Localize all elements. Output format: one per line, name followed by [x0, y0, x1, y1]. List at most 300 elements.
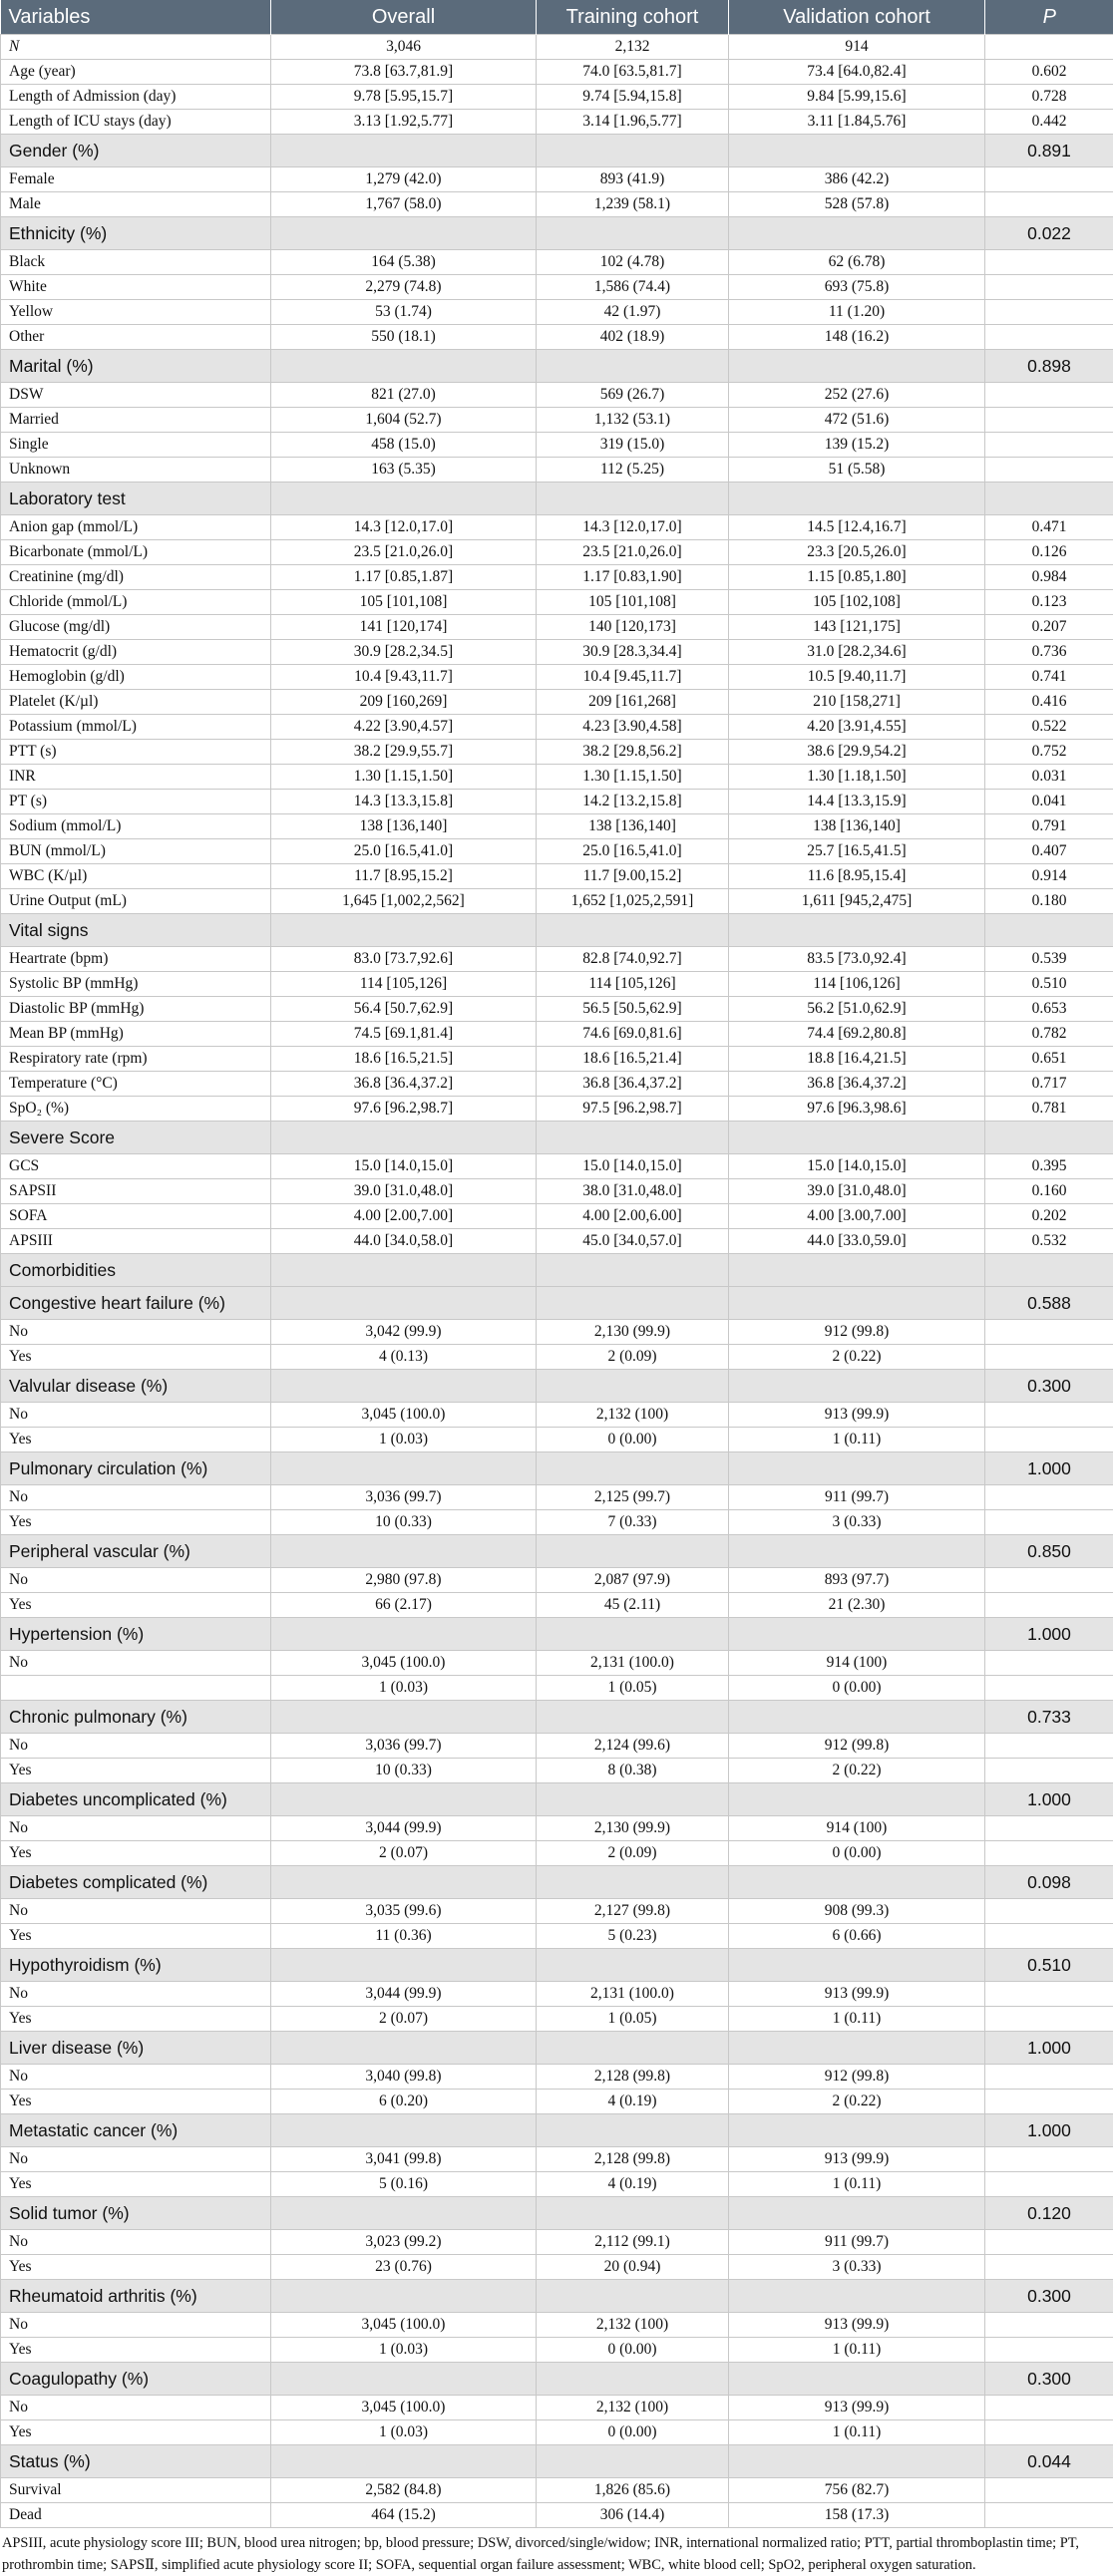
- table-row: [1, 1510, 1113, 1535]
- training-value: 1 (0.05): [537, 2007, 729, 2032]
- section-overall-cell: [271, 2114, 537, 2147]
- validation-value: 386 (42.2): [729, 167, 985, 192]
- training-value: 0 (0.00): [537, 2338, 729, 2363]
- p-value: 0.126: [985, 540, 1113, 565]
- p-value: [985, 1593, 1113, 1618]
- section-label: Marital (%): [1, 350, 271, 383]
- section-header-row: [1, 1783, 1113, 1816]
- section-header-row: [1, 2280, 1113, 2313]
- table-row: [1, 715, 1113, 740]
- overall-value: 14.3 [12.0,17.0]: [271, 515, 537, 540]
- p-value: [985, 433, 1113, 458]
- section-header-row: [1, 1949, 1113, 1982]
- p-value: [985, 35, 1113, 60]
- section-validation-cell: [729, 1122, 985, 1154]
- section-header-row: [1, 2445, 1113, 2478]
- section-training-cell: [537, 1122, 729, 1154]
- row-label: Chloride (mmol/L): [1, 590, 271, 615]
- validation-value: 4.00 [3.00,7.00]: [729, 1204, 985, 1229]
- table-row: [1, 690, 1113, 715]
- section-validation-cell: [729, 2197, 985, 2230]
- row-label: Yes: [1, 2172, 271, 2197]
- overall-value: 3,036 (99.7): [271, 1734, 537, 1759]
- table-row: [1, 1734, 1113, 1759]
- training-value: 45 (2.11): [537, 1593, 729, 1618]
- validation-value: 74.4 [69.2,80.8]: [729, 1022, 985, 1047]
- overall-value: 821 (27.0): [271, 383, 537, 408]
- row-label: Survival: [1, 2478, 271, 2503]
- section-overall-cell: [271, 2197, 537, 2230]
- section-overall-cell: [271, 1287, 537, 1320]
- section-label: Hypertension (%): [1, 1618, 271, 1651]
- table-row: [1, 1593, 1113, 1618]
- overall-value: 3,041 (99.8): [271, 2147, 537, 2172]
- training-value: 23.5 [21.0,26.0]: [537, 540, 729, 565]
- validation-value: 138 [136,140]: [729, 814, 985, 839]
- training-value: 2,132: [537, 35, 729, 60]
- p-value: [985, 2147, 1113, 2172]
- training-value: 56.5 [50.5,62.9]: [537, 997, 729, 1022]
- p-value: 0.781: [985, 1097, 1113, 1122]
- table-row: [1, 275, 1113, 300]
- validation-value: 1.15 [0.85,1.80]: [729, 565, 985, 590]
- validation-value: 913 (99.9): [729, 1982, 985, 2007]
- header-row: [1, 0, 1113, 35]
- row-label: Married: [1, 408, 271, 433]
- section-header-row: [1, 1370, 1113, 1403]
- training-value: 14.3 [12.0,17.0]: [537, 515, 729, 540]
- table-row: [1, 1345, 1113, 1370]
- p-value: [985, 300, 1113, 325]
- validation-value: 914 (100): [729, 1651, 985, 1676]
- overall-value: 2,980 (97.8): [271, 1568, 537, 1593]
- section-p-value: 0.891: [985, 135, 1113, 167]
- overall-value: 3,045 (100.0): [271, 1403, 537, 1428]
- table-row: [1, 408, 1113, 433]
- training-value: 36.8 [36.4,37.2]: [537, 1072, 729, 1097]
- p-value: [985, 1568, 1113, 1593]
- row-label: Potassium (mmol/L): [1, 715, 271, 740]
- p-value: [985, 2172, 1113, 2197]
- table-row: [1, 1982, 1113, 2007]
- overall-value: 10 (0.33): [271, 1510, 537, 1535]
- header-p-value: P: [985, 0, 1113, 35]
- training-value: 114 [105,126]: [537, 972, 729, 997]
- section-p-value: 1.000: [985, 1783, 1113, 1816]
- section-p-value: [985, 483, 1113, 515]
- section-header-row: [1, 1701, 1113, 1734]
- row-label: Yes: [1, 2338, 271, 2363]
- row-label: Glucose (mg/dl): [1, 615, 271, 640]
- table-row: [1, 565, 1113, 590]
- training-value: 112 (5.25): [537, 458, 729, 483]
- row-label: WBC (K/µl): [1, 864, 271, 889]
- p-value: 0.180: [985, 889, 1113, 914]
- p-value: 0.752: [985, 740, 1113, 765]
- validation-value: 23.3 [20.5,26.0]: [729, 540, 985, 565]
- section-header-row: [1, 1452, 1113, 1485]
- p-value: 0.202: [985, 1204, 1113, 1229]
- p-value: [985, 383, 1113, 408]
- validation-value: 73.4 [64.0,82.4]: [729, 60, 985, 85]
- validation-value: 36.8 [36.4,37.2]: [729, 1072, 985, 1097]
- overall-value: 4.00 [2.00,7.00]: [271, 1204, 537, 1229]
- training-value: 11.7 [9.00,15.2]: [537, 864, 729, 889]
- overall-value: 2,582 (84.8): [271, 2478, 537, 2503]
- table-row: [1, 1047, 1113, 1072]
- section-training-cell: [537, 1783, 729, 1816]
- section-validation-cell: [729, 1535, 985, 1568]
- overall-value: 1,604 (52.7): [271, 408, 537, 433]
- validation-value: 1 (0.11): [729, 2172, 985, 2197]
- training-value: 30.9 [28.3,34.4]: [537, 640, 729, 665]
- row-label: Mean BP (mmHg): [1, 1022, 271, 1047]
- row-label: Yes: [1, 1759, 271, 1783]
- overall-value: 3,023 (99.2): [271, 2230, 537, 2255]
- section-overall-cell: [271, 1370, 537, 1403]
- training-value: 1,239 (58.1): [537, 192, 729, 217]
- section-training-cell: [537, 1701, 729, 1734]
- validation-value: 10.5 [9.40,11.7]: [729, 665, 985, 690]
- table-row: [1, 1759, 1113, 1783]
- p-value: [985, 167, 1113, 192]
- training-value: 140 [120,173]: [537, 615, 729, 640]
- overall-value: 3,046: [271, 35, 537, 60]
- section-label: Solid tumor (%): [1, 2197, 271, 2230]
- training-value: 2,124 (99.6): [537, 1734, 729, 1759]
- section-training-cell: [537, 2032, 729, 2065]
- section-overall-cell: [271, 1949, 537, 1982]
- training-value: 1 (0.05): [537, 1676, 729, 1701]
- training-value: 38.2 [29.8,56.2]: [537, 740, 729, 765]
- row-label: Male: [1, 192, 271, 217]
- training-value: 2,131 (100.0): [537, 1651, 729, 1676]
- row-label: Length of ICU stays (day): [1, 110, 271, 135]
- table-row: [1, 85, 1113, 110]
- section-label: Peripheral vascular (%): [1, 1535, 271, 1568]
- section-overall-cell: [271, 1122, 537, 1154]
- p-value: [985, 1510, 1113, 1535]
- validation-value: 913 (99.9): [729, 2396, 985, 2420]
- row-label: No: [1, 2065, 271, 2090]
- overall-value: 1,279 (42.0): [271, 167, 537, 192]
- validation-value: 2 (0.22): [729, 2090, 985, 2114]
- section-overall-cell: [271, 350, 537, 383]
- table-row: [1, 1899, 1113, 1924]
- training-value: 82.8 [74.0,92.7]: [537, 947, 729, 972]
- section-overall-cell: [271, 1701, 537, 1734]
- validation-value: 528 (57.8): [729, 192, 985, 217]
- p-value: [985, 1759, 1113, 1783]
- validation-value: 148 (16.2): [729, 325, 985, 350]
- row-label: No: [1, 2396, 271, 2420]
- row-label: Yes: [1, 2090, 271, 2114]
- p-value: 0.407: [985, 839, 1113, 864]
- overall-value: 66 (2.17): [271, 1593, 537, 1618]
- section-p-value: 0.588: [985, 1287, 1113, 1320]
- section-p-value: 0.510: [985, 1949, 1113, 1982]
- table-row: [1, 740, 1113, 765]
- p-value: 0.984: [985, 565, 1113, 590]
- p-value: 0.395: [985, 1154, 1113, 1179]
- training-value: 893 (41.9): [537, 167, 729, 192]
- section-training-cell: [537, 1949, 729, 1982]
- validation-value: 252 (27.6): [729, 383, 985, 408]
- validation-value: 0 (0.00): [729, 1676, 985, 1701]
- overall-value: 1,645 [1,002,2,562]: [271, 889, 537, 914]
- table-row: [1, 889, 1113, 914]
- row-label: Unknown: [1, 458, 271, 483]
- section-p-value: 0.098: [985, 1866, 1113, 1899]
- table-row: [1, 1403, 1113, 1428]
- overall-value: 2 (0.07): [271, 2007, 537, 2032]
- section-p-value: 0.044: [985, 2445, 1113, 2478]
- validation-value: 14.4 [13.3,15.9]: [729, 790, 985, 814]
- overall-value: 3,045 (100.0): [271, 2313, 537, 2338]
- overall-value: 3,040 (99.8): [271, 2065, 537, 2090]
- section-header-row: [1, 2197, 1113, 2230]
- training-value: 74.0 [63.5,81.7]: [537, 60, 729, 85]
- row-label: Yes: [1, 1841, 271, 1866]
- validation-value: 3 (0.33): [729, 1510, 985, 1535]
- section-overall-cell: [271, 2280, 537, 2313]
- overall-value: 141 [120,174]: [271, 615, 537, 640]
- overall-value: 1 (0.03): [271, 1676, 537, 1701]
- p-value: 0.522: [985, 715, 1113, 740]
- section-label: Ethnicity (%): [1, 217, 271, 250]
- overall-value: 83.0 [73.7,92.6]: [271, 947, 537, 972]
- row-label: SpO₂ (%): [1, 1097, 271, 1122]
- section-label: Rheumatoid arthritis (%): [1, 2280, 271, 2313]
- row-label: APSIII: [1, 1229, 271, 1254]
- row-label: No: [1, 1320, 271, 1345]
- header-overall: Overall: [271, 0, 537, 35]
- table-row: [1, 2090, 1113, 2114]
- section-header-row: [1, 135, 1113, 167]
- table-row: [1, 167, 1113, 192]
- overall-value: 11.7 [8.95,15.2]: [271, 864, 537, 889]
- overall-value: 39.0 [31.0,48.0]: [271, 1179, 537, 1204]
- section-validation-cell: [729, 1701, 985, 1734]
- validation-value: 15.0 [14.0,15.0]: [729, 1154, 985, 1179]
- validation-value: 4.20 [3.91,4.55]: [729, 715, 985, 740]
- section-overall-cell: [271, 2363, 537, 2396]
- section-label: Comorbidities: [1, 1254, 271, 1287]
- p-value: [985, 2230, 1113, 2255]
- section-label: Congestive heart failure (%): [1, 1287, 271, 1320]
- section-label: Pulmonary circulation (%): [1, 1452, 271, 1485]
- section-label: Severe Score: [1, 1122, 271, 1154]
- validation-value: 62 (6.78): [729, 250, 985, 275]
- overall-value: 18.6 [16.5,21.5]: [271, 1047, 537, 1072]
- section-p-value: [985, 914, 1113, 947]
- training-value: 0 (0.00): [537, 2420, 729, 2445]
- row-label: Anion gap (mmol/L): [1, 515, 271, 540]
- section-p-value: 0.733: [985, 1701, 1113, 1734]
- table-row: [1, 765, 1113, 790]
- section-header-row: [1, 1254, 1113, 1287]
- training-value: 2,132 (100): [537, 1403, 729, 1428]
- row-label: INR: [1, 765, 271, 790]
- p-value: [985, 250, 1113, 275]
- validation-value: 83.5 [73.0,92.4]: [729, 947, 985, 972]
- training-value: 4.00 [2.00,6.00]: [537, 1204, 729, 1229]
- overall-value: 6 (0.20): [271, 2090, 537, 2114]
- row-label: White: [1, 275, 271, 300]
- table-row: [1, 1022, 1113, 1047]
- p-value: 0.510: [985, 972, 1113, 997]
- section-validation-cell: [729, 135, 985, 167]
- training-value: 38.0 [31.0,48.0]: [537, 1179, 729, 1204]
- validation-value: 913 (99.9): [729, 2313, 985, 2338]
- p-value: [985, 2478, 1113, 2503]
- section-training-cell: [537, 2445, 729, 2478]
- section-training-cell: [537, 1287, 729, 1320]
- training-value: 0 (0.00): [537, 1428, 729, 1452]
- validation-value: 912 (99.8): [729, 1320, 985, 1345]
- row-label: Sodium (mmol/L): [1, 814, 271, 839]
- training-value: 42 (1.97): [537, 300, 729, 325]
- overall-value: 164 (5.38): [271, 250, 537, 275]
- section-label: Valvular disease (%): [1, 1370, 271, 1403]
- training-value: 1,826 (85.6): [537, 2478, 729, 2503]
- section-p-value: 1.000: [985, 2032, 1113, 2065]
- section-validation-cell: [729, 1287, 985, 1320]
- section-training-cell: [537, 2363, 729, 2396]
- section-training-cell: [537, 1866, 729, 1899]
- overall-value: 3,044 (99.9): [271, 1816, 537, 1841]
- validation-value: 25.7 [16.5,41.5]: [729, 839, 985, 864]
- table-row: [1, 2313, 1113, 2338]
- section-label: Laboratory test: [1, 483, 271, 515]
- section-training-cell: [537, 2280, 729, 2313]
- section-training-cell: [537, 217, 729, 250]
- section-validation-cell: [729, 1618, 985, 1651]
- overall-value: 1 (0.03): [271, 2338, 537, 2363]
- training-value: 2,131 (100.0): [537, 1982, 729, 2007]
- p-value: 0.791: [985, 814, 1113, 839]
- training-value: 20 (0.94): [537, 2255, 729, 2280]
- section-p-value: 0.300: [985, 2363, 1113, 2396]
- section-header-row: [1, 2032, 1113, 2065]
- table-row: [1, 433, 1113, 458]
- validation-value: 1 (0.11): [729, 2338, 985, 2363]
- section-validation-cell: [729, 350, 985, 383]
- table-row: [1, 110, 1113, 135]
- section-label: Liver disease (%): [1, 2032, 271, 2065]
- validation-value: 44.0 [33.0,59.0]: [729, 1229, 985, 1254]
- validation-value: 114 [106,126]: [729, 972, 985, 997]
- p-value: 0.914: [985, 864, 1113, 889]
- table-row: [1, 1651, 1113, 1676]
- p-value: [985, 1816, 1113, 1841]
- validation-value: 38.6 [29.9,54.2]: [729, 740, 985, 765]
- overall-value: 97.6 [96.2,98.7]: [271, 1097, 537, 1122]
- training-value: 2,125 (99.7): [537, 1485, 729, 1510]
- section-header-row: [1, 1618, 1113, 1651]
- p-value: 0.728: [985, 85, 1113, 110]
- overall-value: 209 [160,269]: [271, 690, 537, 715]
- validation-value: 914: [729, 35, 985, 60]
- header-validation: Validation cohort: [729, 0, 985, 35]
- p-value: [985, 1320, 1113, 1345]
- overall-value: 3,036 (99.7): [271, 1485, 537, 1510]
- section-overall-cell: [271, 1254, 537, 1287]
- section-label: Diabetes uncomplicated (%): [1, 1783, 271, 1816]
- section-validation-cell: [729, 2280, 985, 2313]
- section-p-value: 0.120: [985, 2197, 1113, 2230]
- table-row: [1, 2420, 1113, 2445]
- row-label: Female: [1, 167, 271, 192]
- section-p-value: 0.300: [985, 1370, 1113, 1403]
- table-row: [1, 2172, 1113, 2197]
- section-label: Diabetes complicated (%): [1, 1866, 271, 1899]
- row-label: Bicarbonate (mmol/L): [1, 540, 271, 565]
- validation-value: 6 (0.66): [729, 1924, 985, 1949]
- p-value: 0.123: [985, 590, 1113, 615]
- table-row: [1, 1816, 1113, 1841]
- table-row: [1, 1072, 1113, 1097]
- section-validation-cell: [729, 217, 985, 250]
- p-value: [985, 2313, 1113, 2338]
- row-label: PTT (s): [1, 740, 271, 765]
- table-row: [1, 665, 1113, 690]
- training-value: 7 (0.33): [537, 1510, 729, 1535]
- section-training-cell: [537, 1370, 729, 1403]
- overall-value: 3,035 (99.6): [271, 1899, 537, 1924]
- overall-value: 1.17 [0.85,1.87]: [271, 565, 537, 590]
- row-label: Length of Admission (day): [1, 85, 271, 110]
- row-label: Respiratory rate (rpm): [1, 1047, 271, 1072]
- training-value: 2 (0.09): [537, 1841, 729, 1866]
- validation-value: 139 (15.2): [729, 433, 985, 458]
- validation-value: 11 (1.20): [729, 300, 985, 325]
- table-row: [1, 640, 1113, 665]
- training-value: 1,132 (53.1): [537, 408, 729, 433]
- row-label: Creatinine (mg/dl): [1, 565, 271, 590]
- table-row: [1, 35, 1113, 60]
- training-value: 14.2 [13.2,15.8]: [537, 790, 729, 814]
- section-overall-cell: [271, 1618, 537, 1651]
- section-validation-cell: [729, 1783, 985, 1816]
- training-value: 18.6 [16.5,21.4]: [537, 1047, 729, 1072]
- training-value: 2,128 (99.8): [537, 2065, 729, 2090]
- validation-value: 31.0 [28.2,34.6]: [729, 640, 985, 665]
- training-value: 138 [136,140]: [537, 814, 729, 839]
- row-label: DSW: [1, 383, 271, 408]
- row-label: Platelet (K/µl): [1, 690, 271, 715]
- section-validation-cell: [729, 914, 985, 947]
- overall-value: 10.4 [9.43,11.7]: [271, 665, 537, 690]
- table-row: [1, 2503, 1113, 2528]
- validation-value: 3.11 [1.84,5.76]: [729, 110, 985, 135]
- overall-value: 3,045 (100.0): [271, 2396, 537, 2420]
- section-validation-cell: [729, 2114, 985, 2147]
- training-value: 402 (18.9): [537, 325, 729, 350]
- table-row: [1, 2255, 1113, 2280]
- row-label: No: [1, 2313, 271, 2338]
- table-row: [1, 192, 1113, 217]
- validation-value: 2 (0.22): [729, 1345, 985, 1370]
- training-value: 15.0 [14.0,15.0]: [537, 1154, 729, 1179]
- training-value: 4 (0.19): [537, 2090, 729, 2114]
- validation-value: 912 (99.8): [729, 1734, 985, 1759]
- overall-value: 550 (18.1): [271, 325, 537, 350]
- table-row: [1, 590, 1113, 615]
- section-header-row: [1, 914, 1113, 947]
- p-value: [985, 1651, 1113, 1676]
- table-row: [1, 864, 1113, 889]
